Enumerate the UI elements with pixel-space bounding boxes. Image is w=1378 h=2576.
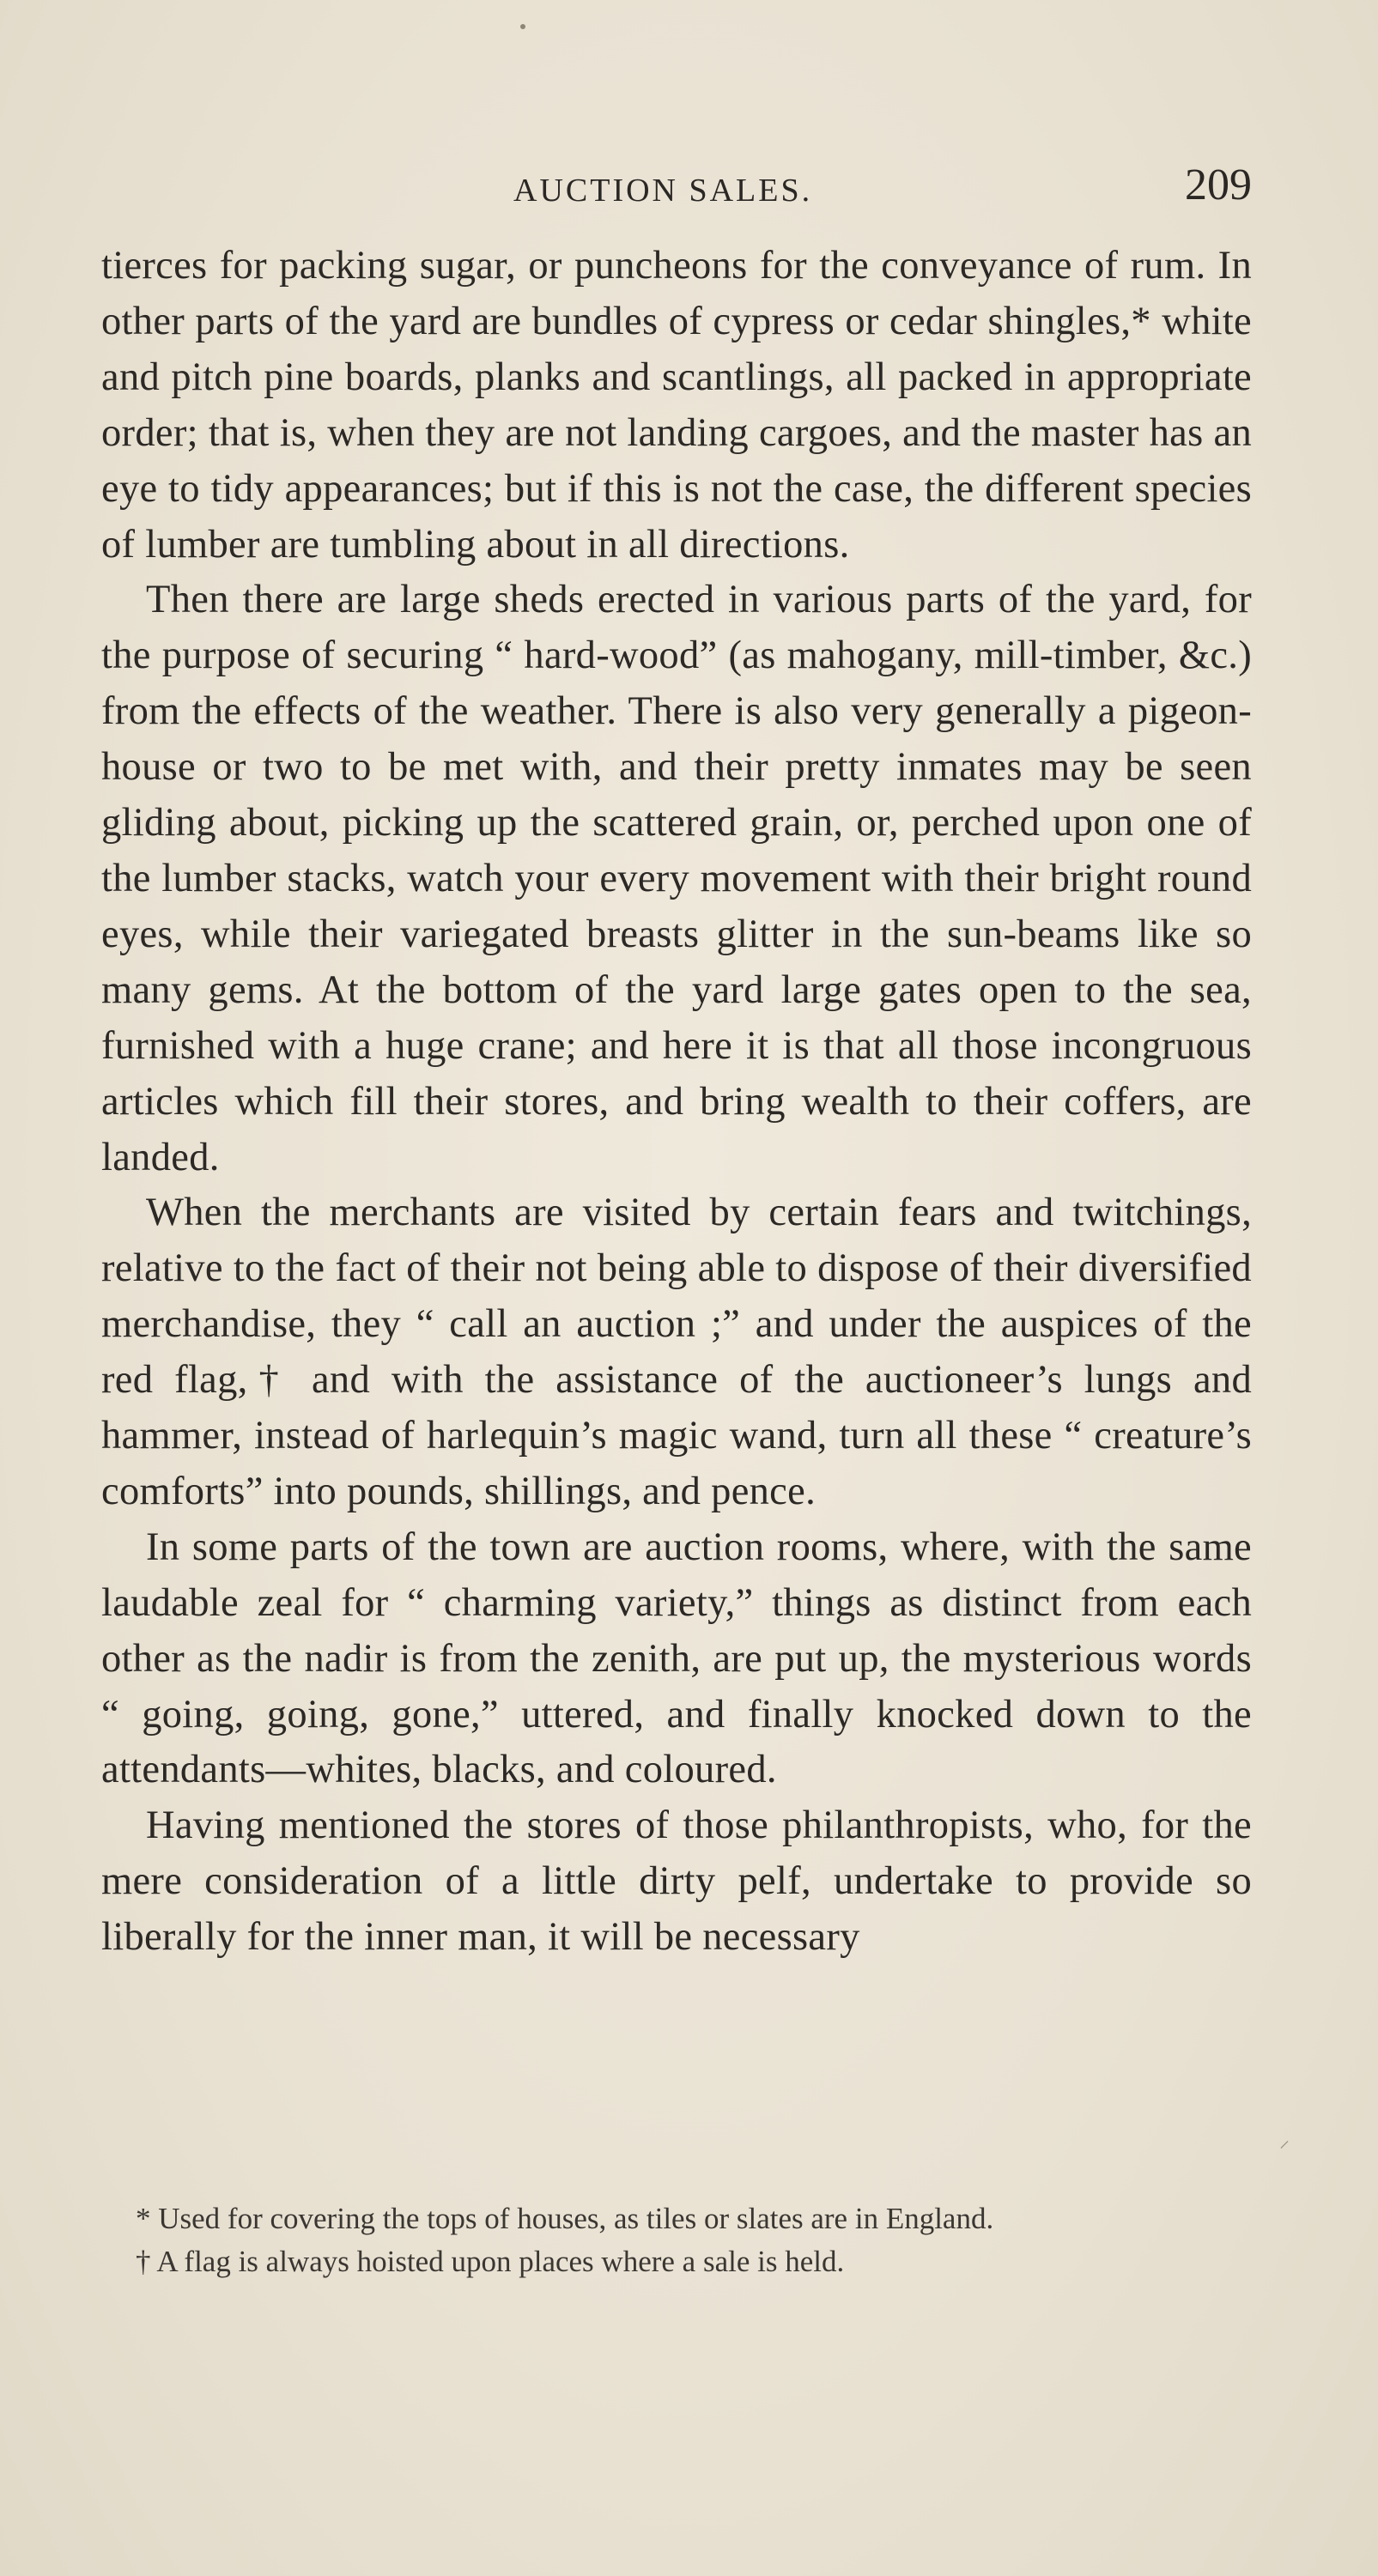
body-text (101, 239, 1252, 1966)
running-head: AUCTION SALES. (513, 173, 813, 209)
paragraph-1: tierces for packing sugar, or puncheons for the conveyance of rum. In other parts of the yard are bundles of cypress or cedar shingles,* white and pitch pine boards, planks and scantlings, all packed in appropriate order; that is, when they are not landing cargoes, and the master has an eye to tidy appearances; but if this is not the case, the different species of lumber are tumbling about in all directions. (101, 244, 1252, 567)
page-header (101, 163, 1252, 218)
page-number: 209 (1185, 161, 1252, 209)
paragraph-5: Having mentioned the stores of those philanthropists, who, for the mere consideration of a little dirty pelf, undertake to provide so liberally for the inner man, it will be necessary (101, 1803, 1252, 1960)
margin-mark: ⸝ (1279, 2128, 1290, 2152)
paragraph-4: In some parts of the town are auction rooms, where, with the same laudable zeal for “ charming variety,” things as distinct from each other as the nadir is from the zenith, are put up, the mysterious words “ going, going, gone,” uttered, and finally knocked down to the attendants—whites, blacks, and coloured. (101, 1524, 1252, 1792)
footnotes (101, 2197, 1252, 2283)
paragraph-2: Then there are large sheds erected in various parts of the yard, for the purpose of securing “ hard-wood” (as mahogany, mill-timber, &c.) from the effects of the weather. There is also very generally a pigeon-house or two to be met with, and their pretty inmates may be seen gliding about, picking up the scattered grain, or, perched upon one of the lumber stacks, watch your every movement with their bright round eyes, while their variegated breasts glitter in the sun-beams like so many gems. At the bottom of the yard large gates open to the sea, furnished with a huge crane; and here it is that all those incongruous articles which fill their stores, and bring wealth to their coffers, are landed. (101, 578, 1252, 1179)
ink-speck (520, 24, 525, 29)
paragraph-3: When the merchants are visited by certain fears and twitchings, relative to the fact of their not being able to dispose of their diversified merchandise, they “ call an auction ;” and under the auspices of the red flag,† and with the assistance of the auctioneer’s lungs and hammer, instead of harlequin’s magic wand, turn all these “ creature’s comforts” into pounds, shillings, and pence. (101, 1191, 1252, 1513)
footnote-2: † A flag is always hoisted upon places where a sale is held. (136, 2245, 845, 2278)
footnote-1: * Used for covering the tops of houses, as tiles or slates are in England. (136, 2202, 994, 2235)
